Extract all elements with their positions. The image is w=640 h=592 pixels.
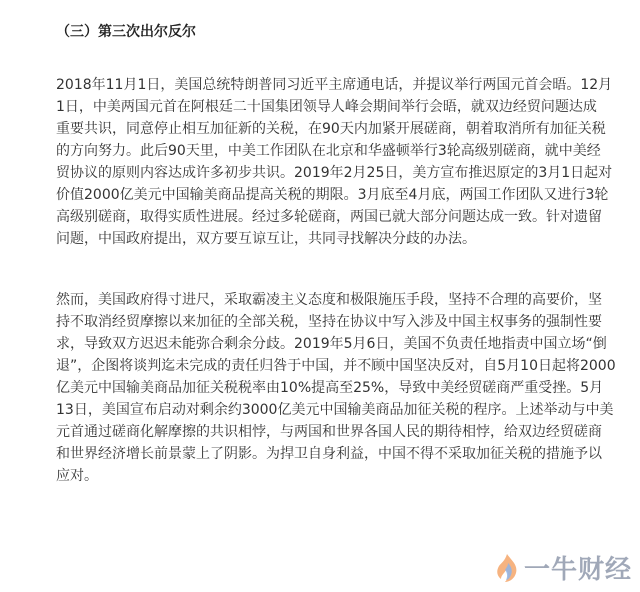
paragraph-line: 1日，中美两国元首在阿根廷二十国集团领导人峰会期间举行会晤，就双边经贸问题达成 [56,99,597,115]
paragraph-line: 13日，美国宣布启动对剩余约3000亿美元中国输美商品加征关税的程序。上述举动与中美 [56,402,614,418]
paragraph-line: 2018年11月1日，美国总统特朗普同习近平主席通电话，并提议举行两国元首会晤。12月 [56,77,613,93]
watermark [494,549,632,586]
paragraph-line: 然而，美国政府得寸进尺，采取霸凌主义态度和极限施压手段，坚持不合理的高要价，坚 [56,292,602,308]
paragraph-line: 和世界经济增长前景蒙上了阴影。为捍卫自身利益，中国不得不采取加征关税的措施予以 [56,446,602,462]
section-heading: （三）第三次出尔反尔 [56,24,196,40]
paragraph-line: 贸协议的原则内容达成许多初步共识。2019年2月25日，美方宣布推迟原定的3月1日起对 [56,165,613,181]
paragraph-line: 元首通过磋商化解摩擦的共识相悖，与两国和世界各国人民的期待相悖，给双边经贸磋商 [56,424,602,440]
paragraph-line: 问题，中国政府提出，双方要互谅互让，共同寻找解决分歧的办法。 [56,231,476,247]
paragraph-line: 亿美元中国输美商品加征关税税率由10%提高至25%，导致中美经贸磋商严重受挫。5月 [56,380,604,396]
paragraph-line: 高级别磋商，取得实质性进展。经过多轮磋商，两国已就大部分问题达成一致。针对遗留 [56,209,602,225]
flame-logo-icon [494,553,520,583]
paragraph-line: 重要共识，同意停止相互加征新的关税，在90天内加紧开展磋商，朝着取消所有加征关税 [56,121,606,137]
paragraph-1 [56,74,612,250]
paragraph-line: 持不取消经贸摩擦以来加征的全部关税，坚持在协议中写入涉及中国主权事务的强制性要 [56,314,602,330]
paragraph-line: 价值2000亿美元中国输美商品提高关税的期限。3月底至4月底，两国工作团队又进行3轮 [56,187,609,203]
paragraph-line: 的方向努力。此后90天里，中美工作团队在北京和华盛顿举行3轮高级别磋商，就中美经 [56,143,601,159]
paragraph-line: 应对。 [56,468,98,484]
paragraph-line: 退”，企图将谈判迄未完成的责任归咎于中国，并不顾中国坚决反对，自5月10日起将2000 [56,358,616,374]
watermark-text: 一牛财经 [523,555,632,585]
paragraph-2 [56,289,616,487]
paragraph-line: 求，导致双方迟迟未能弥合剩余分歧。2019年5月6日，美国不负责任地指责中国立场“倒 [56,336,607,352]
